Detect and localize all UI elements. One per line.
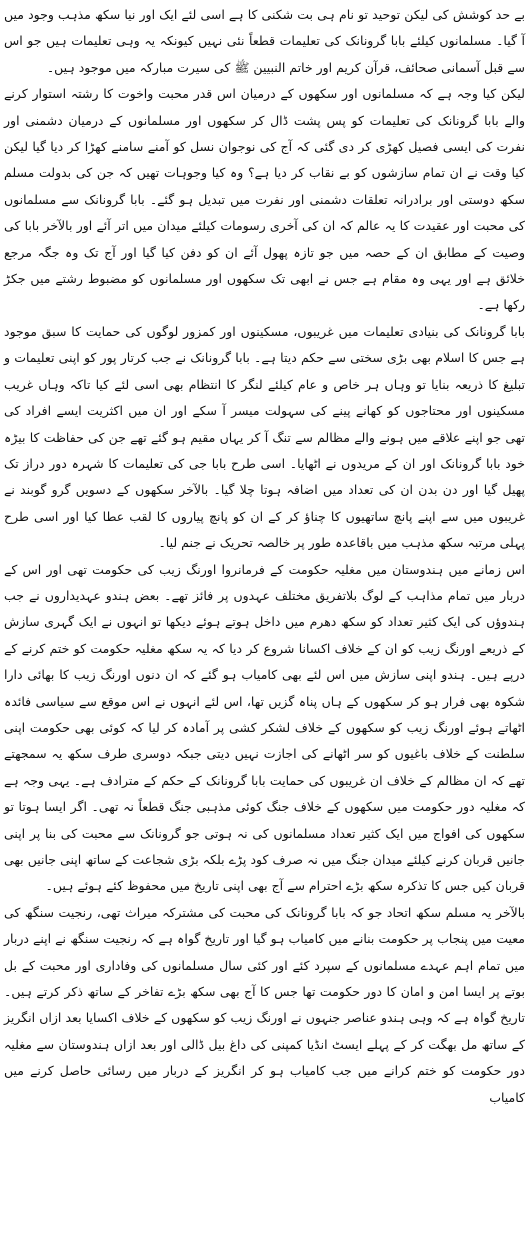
article-paragraph: اس زمانے میں ہندوستان میں مغلیہ حکومت کے فرمانروا اورنگ زیب کی حکومت تھی اور اس کے دربار میں تمام مذاہب کے لوگ بلاتفریق مختلف عہدوں پر فائز تھے۔ بعض ہندو عہدیداروں نے جب ہندوؤں کی ایک کثیر تعداد کو سکھ دھرم میں داخل ہوتے ہوئے دیکھا تو انہوں نے ایک گہری سازش کے ذریعے اورنگ زیب کو ان کے خلاف اکسانا شروع کر دیا کہ یہ سکھ مغلیہ حکومت کو ختم کرنے کے درپے ہیں۔ ہندو اپنی سازش میں اس لئے بھی کامیاب ہو گئے کہ ان دنوں اورنگ زیب کا بھائی دارا شکوہ بھی فرار ہو کر سکھوں کے ہاں پناہ گزیں تھا، اس لئے انہوں نے اس موقع سے سیاسی فائدہ اٹھاتے ہوئے اورنگ زیب کو سکھوں کے خلاف لشکر کشی پر آمادہ کر لیا کہ کوئی بھی حکومت اپنی سلطنت کے خلاف باغیوں کو سر اٹھانے کی اجازت نہیں دیتی جبکہ دوسری طرف سکھ یہ سمجھتے تھے کہ ان مظالم کے خلاف ان غریبوں کی حمایت بابا گرونانک کے حکم کے مترادف ہے۔ یہی وجہ ہے کہ مغلیہ دور حکومت میں سکھوں کے خلاف جنگ کوئی مذہبی جنگ قطعاً نہ تھی۔ اگر ایسا ہوتا تو سکھوں کی افواج میں ایک کثیر تعداد مسلمانوں کی نہ ہوتی جو گرونانک سے محبت کی بنا پر اپنی جانیں قربان کرنے کیلئے میدان جنگ میں نہ صرف کود پڑے بلکہ بڑی شجاعت کے ساتھ اپنی جانیں بھی قربان کیں جس کا تذکرہ سکھ بڑے احترام سے آج بھی اپنی تاریخ میں محفوظ کئے ہوئے ہیں۔ — [4, 561, 525, 894]
article-paragraph: لیکن کیا وجہ ہے کہ مسلمانوں اور سکھوں کے درمیان اس قدر محبت واخوت کا رشتہ استوار کرنے والے بابا گرونانک کی تعلیمات کو پس پشت ڈال کر سکھوں اور مسلمانوں کے درمیان دشمنی اور نفرت کی ایسی فصیل کھڑی کر دی گئی کہ آج کی نوجوان نسل کو آمنے سامنے کھڑا کر دیا گیا لیکن کیا وقت نے ان تمام سازشوں کو بے نقاب کر دیا ہے؟ وہ کیا وجوہات تھیں کہ جن کی بدولت مسلم سکھ دوستی اور برادرانہ تعلقات دشمنی اور نفرت میں تبدیل ہو گئے۔ بابا گرونانک سے مسلمانوں کی محبت اور عقیدت کا یہ عالم کہ ان کی آخری رسومات کیلئے میدان میں اتر آئے اور بالآخر بابا کی وصیت کے مطابق ان کے حصہ میں جو تازہ پھول آئے ان کو دفن کیا گیا اور آج تک وہ جگہ مرجع خلائق ہے اور یہی وہ مقام ہے جس نے ابھی تک سکھوں اور مسلمانوں کو مضبوط رشتے میں جکڑ رکھا ہے۔ — [4, 86, 525, 313]
article-paragraph: بابا گرونانک کی بنیادی تعلیمات میں غریبوں، مسکینوں اور کمزور لوگوں کی حمایت کا سبق موجود ہے جس کا اسلام بھی بڑی سختی سے حکم دیتا ہے۔ بابا گرونانک نے جب کرتار پور کو اپنی تعلیمات و تبلیغ کا ذریعہ بنایا تو وہاں ہر خاص و عام کیلئے لنگر کا انتظام بھی اسی لئے کیا تاکہ وہاں غریب مسکینوں اور محتاجوں کو کھانے پینے کی سہولت میسر آ سکے اور ان میں اکثریت ایسے افراد کی تھی جو اپنے علاقے میں ہونے والے مظالم سے تنگ آ کر یہاں مقیم ہو گئے تھے جن کی حفاظت کا بیڑہ خود بابا گرونانک اور ان کے مریدوں نے اٹھایا۔ اسی طرح بابا جی کی تعلیمات کا شہرہ دور دراز تک پھیل گیا اور دن بدن ان کی تعداد میں اضافہ ہوتا چلا گیا۔ بالآخر سکھوں کے دسویں گرو گوبند نے غریبوں میں سے اپنے پانچ ساتھیوں کا چناؤ کر کے ان کو پانچ پیاروں کا لقب عطا کیا اور اسی طرح پہلی مرتبہ سکھ مذہب میں باقاعدہ طور پر خالصہ تحریک نے جنم لیا۔ — [4, 323, 525, 551]
article-paragraph: بے حد کوشش کی لیکن توحید تو نام ہی بت شکنی کا ہے اسی لئے ایک اور نیا سکھ مذہب وجود میں آ گیا۔ مسلمانوں کیلئے بابا گرونانک کی تعلیمات قطعاً نئی نہیں کیونکہ یہ وہی تعلیمات ہیں جو اس سے قبل آسمانی صحائف، قرآن کریم اور خاتم النبیین ﷺ کی سیرت مبارکہ میں موجود ہیں۔ — [4, 7, 525, 75]
article-paragraph: بالآخر یہ مسلم سکھ اتحاد جو کہ بابا گرونانک کی محبت کی مشترکہ میراث تھی، رنجیت سنگھ کی معیت میں پنجاب پر حکومت بنانے میں کامیاب ہو گیا اور تاریخ گواہ ہے کہ رنجیت سنگھ نے اپنے دربار میں تمام اہم عہدے مسلمانوں کے سپرد کئے اور کئی سال مسلمانوں کی وفاداری اور محبت کے بل بوتے پر ایسا امن و امان کا دور حکومت تھا جس کا آج بھی سکھ بڑے تفاخر کے ساتھ ذکر کرتے ہیں۔ تاریخ گواہ ہے کہ وہی ہندو عناصر جنہوں نے اورنگ زیب کو سکھوں کے خلاف اکسایا بعد ازاں انگریز کے ساتھ مل بھگت کر کے پہلے ایسٹ انڈیا کمپنی کی داغ بیل ڈالی اور بعد ازاں ہندوستان سے مغلیہ دور حکومت کو ختم کرانے میں جب کامیاب ہو کر انگریز کے دربار میں رسائی حاصل کرنے میں کامیاب — [4, 904, 525, 1105]
